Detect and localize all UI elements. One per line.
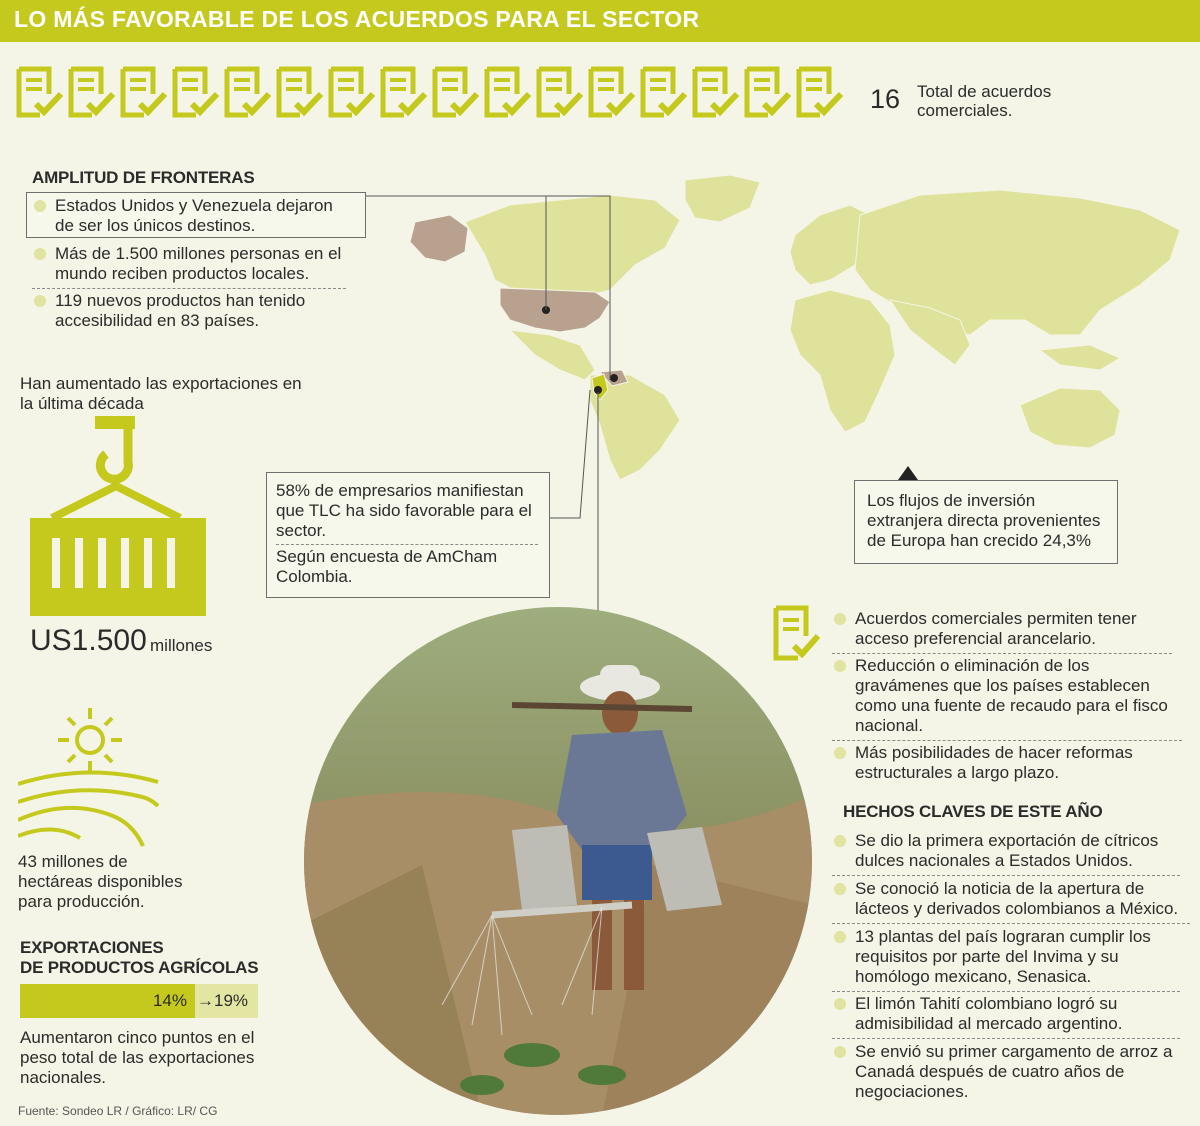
benefit-item: Acuerdos comerciales permiten tener acceso preferencial arancelario. (832, 609, 1172, 654)
fact-item: 13 plantas del país lograran cumplir los requisitos por parte del Invima y su homólogo mexicano, Senasica. (832, 927, 1180, 992)
amplitud-item: Estados Unidos y Venezuela dejaron de ser los únicos destinos. (32, 196, 352, 236)
europe-box (854, 480, 1118, 564)
exports-amount: US1.500 (30, 624, 147, 657)
fact-item: Se envió su primer cargamento de arroz a Canadá después de cuatro años de negociaciones. (832, 1042, 1180, 1102)
agri-bar (20, 984, 258, 1018)
checklist-icon (772, 604, 820, 662)
agri-bar-before-label: 14% (152, 991, 187, 1010)
container-icon (30, 416, 210, 618)
exports-intro: Han aumentado las exportaciones en la última década (20, 374, 302, 413)
exports-unit: millones (150, 636, 213, 655)
survey-stat: 58% de empresarios manifiestan que TLC ha sido favorable para el sector. (276, 481, 538, 545)
land-text: 43 millones de hectáreas disponibles para producción. (18, 852, 183, 911)
agreements-label: Total de acuerdos comerciales. (917, 82, 1052, 120)
bullet-dot (834, 931, 846, 943)
facts-title: HECHOS CLAVES DE ESTE AÑO (843, 802, 1103, 821)
bullet-dot (834, 747, 846, 759)
bullet-dot (834, 1046, 846, 1058)
source-credit: Fuente: Sondeo LR / Gráfico: LR/ CG (18, 1104, 218, 1118)
fact-item: Se conoció la noticia de la apertura de lácteos y derivados colombianos a México. (832, 879, 1190, 924)
bullet-dot (834, 998, 846, 1010)
benefit-item: Reducción o eliminación de los gravámenes que los países establecen como una fuente de recaudo para el fisco nacional. (832, 656, 1182, 741)
agri-text: Aumentaron cinco puntos en el peso total de las exportaciones nacionales. (20, 1028, 255, 1087)
bullet-dot (834, 835, 846, 847)
bullet-dot (834, 660, 846, 672)
europe-pointer (898, 466, 918, 480)
bullet-dot (34, 200, 46, 212)
europe-text: Los flujos de inversión extranjera directa provenientes de Europa han crecido 24,3% (867, 491, 1101, 550)
amplitud-item: Más de 1.500 millones personas en el mundo reciben productos locales. (32, 244, 346, 289)
bullet-dot (834, 613, 846, 625)
benefit-item: Más posibilidades de hacer reformas estructurales a largo plazo. (832, 743, 1172, 783)
agri-title: EXPORTACIONES DE PRODUCTOS AGRÍCOLAS (20, 938, 259, 977)
sun-field-icon (18, 706, 163, 848)
bullet-dot (34, 295, 46, 307)
agreements-count: 16 (870, 84, 901, 114)
farmer-photo (302, 605, 814, 1117)
agri-bar-after-label: →19% (197, 991, 249, 1010)
amplitud-item: 119 nuevos productos han tenido accesibilidad en 83 países. (32, 291, 352, 331)
survey-box (266, 472, 550, 598)
amplitud-title: AMPLITUD DE FRONTERAS (32, 168, 255, 187)
bullet-dot (34, 248, 46, 260)
fact-item: El limón Tahití colombiano logró su admisibilidad al mercado argentino. (832, 994, 1180, 1039)
survey-source: Según encuesta de AmCham Colombia. (276, 547, 498, 586)
page-title: LO MÁS FAVORABLE DE LOS ACUERDOS PARA EL SECTOR (14, 6, 700, 32)
fact-item: Se dio la primera exportación de cítricos dulces nacionales a Estados Unidos. (832, 831, 1180, 876)
bullet-dot (834, 883, 846, 895)
